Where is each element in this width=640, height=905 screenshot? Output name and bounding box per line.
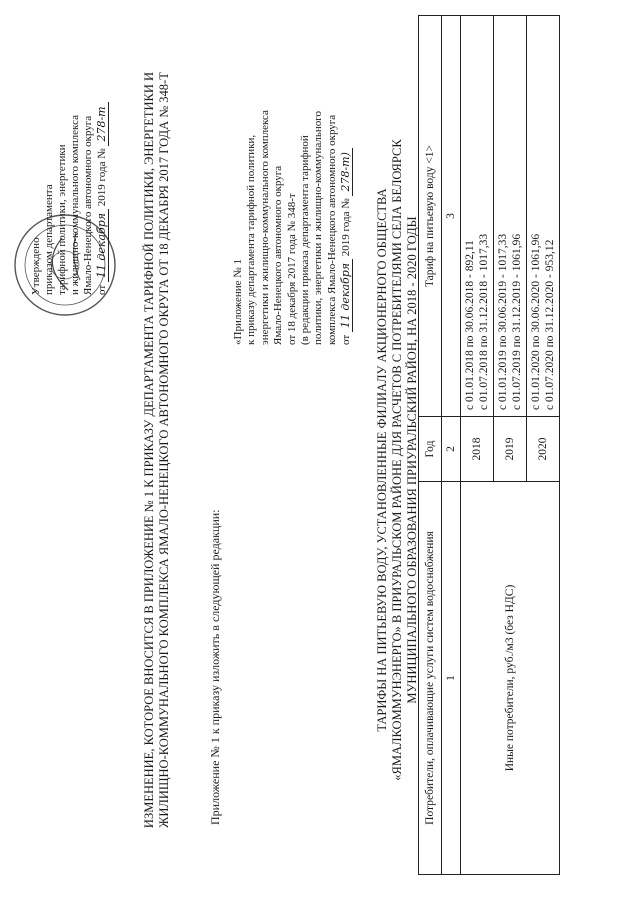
tariff-period: с 01.01.2019 по 30.06.2019 - 1017,33 <box>497 233 509 410</box>
year-cell: 2020 <box>527 417 560 482</box>
approval-stamp-block <box>30 5 109 295</box>
appendix-line: Ямало-Ненецкого автономного округа <box>272 165 285 345</box>
tariff-cell <box>527 16 560 417</box>
document-heading: ИЗМЕНЕНИЕ, КОТОРОЕ ВНОСИТСЯ В ПРИЛОЖЕНИЕ № 1 К ПРИКАЗУ ДЕПАРТАМЕНТА ТАРИФНОЙ ПОЛИТИКИ, ЭНЕРГЕТИКИ И ЖИЛИЩНО-КОММУНАЛЬНОГО КОМПЛЕКСА ЯМАЛО-НЕНЕЦКОГО АВТОНОМНОГО ОКРУГА ОТ 18 ДЕКАБРЯ 2017 ГОДА № 348-Т <box>142 71 171 829</box>
stamp-line: и жилищно-коммунального комплекса <box>69 114 81 295</box>
header-year: Год <box>419 417 442 482</box>
stamp-handwritten-date: 11 декабря <box>95 209 109 282</box>
appendix-line: «Приложение № 1 <box>232 258 244 345</box>
stamp-year: 2019 года № <box>96 148 108 207</box>
tariff-period: с 01.07.2020 по 31.12.2020 - 953,12 <box>544 239 556 410</box>
stamp-handwritten-number: 278-т <box>95 102 109 145</box>
column-number: 2 <box>442 417 461 482</box>
appendix-reference-block <box>232 15 354 345</box>
tariff-period: с 01.01.2018 по 30.06.2018 - 892,11 <box>464 240 476 410</box>
stamp-line: Ямало-Ненецкого автономного округа <box>82 115 94 295</box>
tariff-period: с 01.07.2019 по 31.12.2019 - 1061,96 <box>511 233 523 410</box>
appendix-line: комплекса Ямало-Ненецкого автономного округа <box>325 114 338 345</box>
appendix-date-line <box>339 15 353 345</box>
tariff-table <box>418 15 560 875</box>
tariff-cell <box>494 16 527 417</box>
table-header-row <box>419 16 442 875</box>
appendix-line: энергетики и жилищно-коммунального комплекса <box>258 110 271 345</box>
intro-text: Приложение № 1 к приказу изложить в следующей редакции: <box>208 509 222 825</box>
year-cell: 2018 <box>461 417 494 482</box>
appendix-handwritten-date: 11 декабря <box>339 259 353 332</box>
appendix-year: 2019 года № <box>340 198 353 257</box>
year-cell: 2019 <box>494 417 527 482</box>
appendix-line: (в редакции приказа департамента тарифной <box>299 135 312 345</box>
header-tariff: Тариф на питьевую воду <1> <box>419 16 442 417</box>
appendix-line: к приказу департамента тарифной политики, <box>245 134 258 345</box>
table-number-row <box>442 16 461 875</box>
tariff-cell <box>461 16 494 417</box>
stamp-line: приказом департамента <box>43 184 55 295</box>
appendix-handwritten-number: 278-т) <box>339 148 353 195</box>
header-consumers: Потребители, оплачивающие услуги систем водоснабжения <box>419 482 442 875</box>
stamp-date-line <box>95 5 109 295</box>
stamp-line: Утверждено <box>30 237 42 295</box>
appendix-from: от <box>340 334 353 345</box>
appendix-line: от 18 декабря 2017 года № 348-т <box>285 193 298 345</box>
column-number: 1 <box>442 482 461 875</box>
stamp-line: тарифной политики, энергетики <box>56 144 68 295</box>
tariff-period: с 01.01.2020 по 30.06.2020 - 1061,96 <box>530 233 542 410</box>
stamp-from: от <box>96 284 108 295</box>
appendix-line: политики, энергетики и жилищно-коммунального <box>312 111 325 345</box>
consumer-cell: Иные потребители, руб./м3 (без НДС) <box>461 482 560 875</box>
tariff-period: с 01.07.2018 по 31.12.2018 - 1017,33 <box>478 233 490 410</box>
tariff-table-title: ТАРИФЫ НА ПИТЬЕВУЮ ВОДУ, УСТАНОВЛЕННЫЕ ФИЛИАЛУ АКЦИОНЕРНОГО ОБЩЕСТВА «ЯМАЛКОММУНЭНЕРГО» В ПРИУРАЛЬСКОМ РАЙОНЕ ДЛЯ РАСЧЕТОВ С ПОТРЕБИТЕЛЯМИ СЕЛА БЕЛОЯРСК МУНИЦИПАЛЬНОГО ОБРАЗОВАНИЯ ПРИУРАЛЬСКИЙ РАЙОН, НА 2018 - 2020 ГОДЫ <box>375 139 419 781</box>
table-row <box>461 16 494 875</box>
column-number: 3 <box>442 16 461 417</box>
